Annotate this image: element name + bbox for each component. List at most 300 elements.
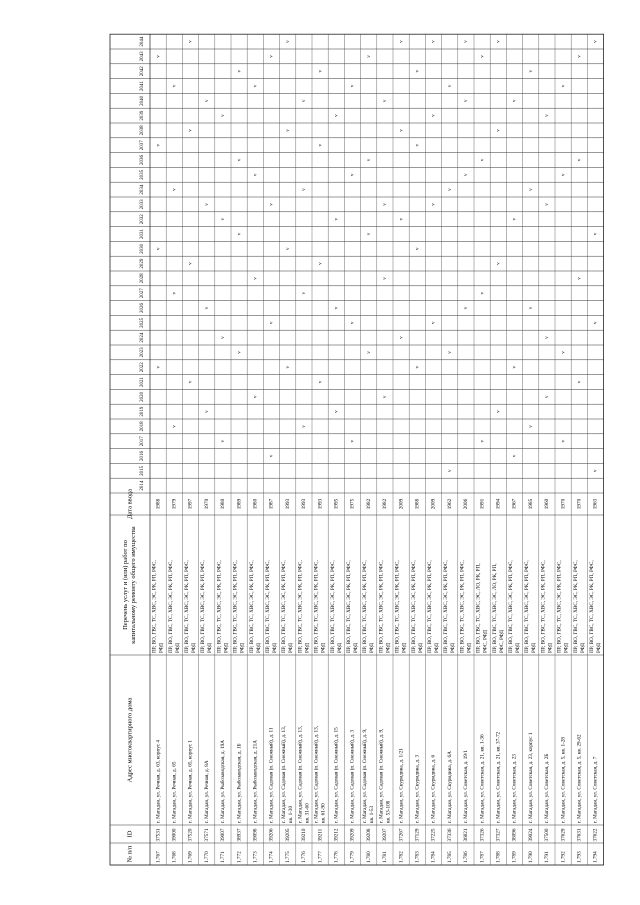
capital-repair-schedule-table	[110, 34, 604, 865]
header-year-2027: 2027	[140, 288, 146, 299]
row-year-built: 1993	[284, 498, 291, 510]
schedule-mark: v	[398, 129, 405, 132]
row-id: 39205	[284, 828, 291, 842]
schedule-mark: v	[446, 188, 453, 191]
row-number: 1.779	[349, 851, 356, 863]
row-year-built: 1963	[592, 498, 599, 510]
schedule-mark: v	[511, 99, 518, 103]
header-year: Дата ввода	[126, 489, 134, 519]
row-address: г. Магадан, ул. Советская, д. 21, кв. 37-72	[495, 731, 502, 823]
row-number: 1.775	[284, 851, 291, 863]
schedule-mark: v	[527, 306, 534, 310]
table-row	[411, 34, 425, 865]
schedule-mark: v	[414, 69, 421, 73]
row-year-built: 1982	[365, 498, 372, 510]
row-services: ПР, ВО, ГВС, ТС, ХВС, ЭС, РК, РП, РФС,РФД	[248, 560, 262, 653]
row-number: 1.768	[171, 851, 178, 863]
row-services: ПР, ВО, ГВС, ТС, ХВС, ЭС, РК, РП, РФС,РФД	[362, 560, 376, 653]
row-number: 1.772	[236, 851, 243, 863]
row-address: г. Магадан, ул. Речная, д. 8А	[203, 760, 210, 823]
row-services: ПР, ВО, ГВС, ТС, ХВС, ЭС, РК, РП, РФС,РФД	[427, 560, 441, 653]
schedule-mark: v	[446, 351, 453, 354]
row-number: 1.774	[268, 851, 275, 863]
schedule-mark: v	[365, 351, 372, 354]
row-services: ПР, ВО, ГВС, ТС, ХВС, ЭС, РК, РП, РФС,РФД	[410, 560, 424, 653]
row-year-built: 1970	[203, 498, 210, 510]
header-year-2014: 2014	[140, 480, 146, 491]
row-id: 37267	[398, 828, 405, 842]
row-id: 37327	[495, 828, 502, 842]
row-address: г. Магадан, ул. Скуридина, д. 1/21	[398, 748, 405, 823]
header-year-2019: 2019	[140, 406, 146, 417]
row-address: г. Магадан, ул. Речная, д. 65, корпус 1	[187, 739, 194, 823]
header-year-2041: 2041	[140, 81, 146, 91]
table-row	[460, 34, 474, 865]
table-row	[589, 34, 603, 865]
schedule-mark: v	[236, 351, 243, 354]
table-row	[168, 34, 182, 865]
schedule-mark: v	[365, 158, 372, 162]
row-id: 39000	[171, 828, 178, 842]
schedule-mark: v	[365, 55, 372, 58]
row-number: 1.791	[544, 851, 551, 863]
row-year-built: 1988	[414, 498, 421, 510]
schedule-mark: v	[576, 55, 583, 58]
table-row	[297, 34, 312, 865]
schedule-mark: v	[252, 173, 259, 177]
row-number: 1.786	[463, 851, 470, 863]
row-address: г. Магадан, ул. Садовая (п. Снежный), д. 11	[268, 727, 275, 823]
schedule-mark: v	[220, 217, 227, 221]
row-id: 37500	[544, 828, 551, 842]
schedule-mark: v	[317, 69, 324, 73]
row-number: 1.790	[527, 851, 534, 863]
schedule-mark: v	[155, 55, 162, 58]
header-year-2031: 2031	[140, 229, 146, 239]
header-year-2015: 2015	[140, 465, 146, 476]
row-id: 39007	[220, 828, 227, 842]
schedule-mark: v	[382, 395, 389, 399]
schedule-mark: v	[252, 84, 259, 88]
schedule-mark: v	[187, 380, 194, 384]
schedule-mark: v	[382, 99, 389, 103]
row-year-built: 2009	[398, 498, 405, 510]
header-year-2017: 2017	[140, 436, 146, 447]
schedule-mark: v	[171, 188, 178, 191]
table-row	[152, 34, 166, 865]
row-number: 1.781	[382, 851, 389, 863]
row-id: 39211	[317, 828, 324, 842]
table-row	[361, 34, 376, 865]
schedule-mark: v	[365, 232, 372, 236]
table-row	[233, 34, 247, 865]
header-year-2028: 2028	[140, 273, 146, 284]
schedule-mark: v	[592, 321, 599, 325]
header-year-2023: 2023	[140, 347, 146, 358]
row-number: 1.769	[187, 851, 194, 863]
row-address: г. Магадан, ул. Советская, д. 2Б	[544, 753, 551, 823]
row-year-built: 1980	[220, 498, 227, 510]
row-address: г. Магадан, ул. Рыбозаводская, д. 19А	[220, 740, 227, 823]
schedule-mark: v	[414, 143, 421, 147]
row-year-built: 1970	[560, 498, 567, 510]
schedule-mark: v	[414, 365, 421, 369]
schedule-mark: v	[463, 99, 470, 103]
row-services: ПР, ВО, ГВС, ТС, ХВС, ЭС, РК, РП, РФС,РФД	[151, 560, 165, 653]
schedule-mark: v	[544, 395, 551, 399]
row-year-built: 1988	[155, 498, 162, 510]
header-id: ID	[126, 830, 134, 838]
row-year-built: 1993	[317, 498, 324, 510]
row-number: 1.778	[333, 851, 340, 863]
schedule-mark: v	[398, 40, 405, 43]
schedule-mark: v	[527, 69, 534, 73]
schedule-mark: v	[317, 380, 324, 384]
table-row	[443, 34, 457, 865]
header-year-2043: 2043	[140, 51, 146, 62]
schedule-mark: v	[446, 469, 453, 473]
table-row	[573, 34, 587, 865]
row-number: 1.780	[365, 851, 372, 863]
row-address: г. Магадан, ул. Скуридина, д. 6	[430, 754, 437, 823]
row-address: г. Магадан, ул. Скуридина, д. 3	[414, 754, 421, 823]
header-year-2032: 2032	[140, 214, 146, 225]
row-id: 39098	[252, 828, 259, 842]
row-id: 37225	[430, 828, 437, 842]
schedule-mark: v	[284, 40, 291, 43]
row-id: 39208	[365, 828, 372, 842]
schedule-mark: v	[495, 40, 502, 43]
row-services: ПР, ВО, ГВС, ТС, ХВС, ЭС, РК, РП, РФС,РФД	[572, 560, 586, 653]
row-services: ПР, ВО, ГВС, ТС, ХВС, ЭС, ЛО, РК, РП,РФС, РФД	[491, 563, 505, 653]
schedule-mark: v	[463, 40, 470, 43]
row-services: ПР, ВО, ГВС, ТС, ХВС, ЭС, ЛО, РК, РП,РФС, РФД	[475, 563, 489, 653]
schedule-mark: v	[301, 291, 308, 295]
schedule-mark: v	[430, 321, 437, 325]
header-year-2025: 2025	[140, 317, 146, 328]
row-address: г. Магадан, ул. Речная, д. 65	[171, 761, 178, 823]
header-year-2042: 2042	[140, 66, 146, 77]
row-year-built: 1979	[171, 498, 178, 510]
table-row	[508, 34, 522, 865]
schedule-mark: v	[511, 217, 518, 221]
header-year-2024: 2024	[140, 332, 146, 343]
schedule-mark: v	[398, 217, 405, 221]
schedule-mark: v	[382, 203, 389, 206]
header-year-2026: 2026	[140, 303, 146, 313]
row-id: 36821	[463, 828, 470, 842]
schedule-mark: v	[220, 114, 227, 117]
header-year-2029: 2029	[140, 258, 146, 269]
schedule-mark: v	[349, 173, 356, 177]
row-address: г. Магадан, ул. Скуридина, д. 6А	[446, 751, 453, 823]
row-number: 1.776	[301, 851, 308, 863]
row-services: ПР, ВО, ГВС, ТС, ХВС, ЭС, РК, РП, РФС,РФД	[378, 560, 392, 653]
row-number: 1.788	[495, 851, 502, 863]
schedule-mark: v	[430, 40, 437, 43]
row-id: 37336	[446, 828, 453, 842]
row-id: 37629	[560, 828, 567, 842]
row-id: 37326	[479, 828, 486, 842]
table-row	[346, 34, 360, 865]
row-services: ПР, ВО, ГВС, ТС, ХВС, ЭС, РК, РП, РФС,РФД	[216, 560, 230, 653]
row-services: ПР, ВО, ГВС, ТС, ХВС, ЭС, РК, РП, РФС,РФД	[589, 560, 603, 653]
row-year-built: 1970	[576, 498, 583, 510]
row-year-built: 1993	[301, 498, 308, 510]
header-services: Перечень услуг и (или) работ покапитальному ремонту общего имущества	[122, 526, 138, 644]
schedule-mark: v	[220, 336, 227, 339]
schedule-mark: v	[495, 410, 502, 413]
schedule-mark: v	[284, 129, 291, 132]
row-number: 1.770	[203, 851, 210, 863]
table-row	[217, 34, 231, 865]
row-year-built: 1997	[187, 498, 194, 510]
schedule-mark: v	[155, 247, 162, 251]
row-services: ПР, ВО, ГВС, ТС, ХВС, ЭС, РК, РП, РФС,РФД	[508, 560, 522, 653]
schedule-mark: v	[301, 425, 308, 428]
row-id: 38096	[511, 828, 518, 842]
schedule-mark: v	[544, 336, 551, 339]
row-services: ПР, ВО, ГВС, ТС, ХВС, ЭС, РК, РП, РФС,РФД	[346, 560, 360, 653]
schedule-mark: v	[203, 99, 210, 103]
row-id: 37520	[187, 828, 194, 842]
schedule-mark: v	[414, 247, 421, 251]
schedule-mark: v	[592, 40, 599, 43]
row-number: 1.794	[592, 851, 599, 863]
header-year-2036: 2036	[140, 155, 146, 165]
schedule-mark: v	[495, 129, 502, 132]
row-services: ПР, ВО, ГВС, ТС, ХВС, ЭС, РК, РП, РФС,РФД	[297, 560, 311, 653]
row-address: г. Магадан, ул. Речная, д. 63, корпус 4	[155, 739, 162, 823]
schedule-mark: v	[333, 410, 340, 413]
row-address: г. Магадан, ул. Садовая (п. Снежный), д. 13,кв. 1-30	[281, 726, 295, 823]
row-address: г. Магадан, ул. Советская, д. 19/1	[463, 750, 470, 823]
schedule-mark: v	[479, 291, 486, 295]
header-year-2020: 2020	[140, 391, 146, 402]
row-services: ПР, ВО, ГВС, ТС, ХВС, ЭС, РК, РП, РФС,РФД	[524, 560, 538, 653]
row-services: ПР, ВО, ГВС, ТС, ХВС, ЭС, РК, РП, РФС,РФД	[184, 560, 198, 653]
row-id: 37631	[576, 828, 583, 842]
row-services: ПР, ВО, ГВС, ТС, ХВС, ЭС, РК, РП, РФС,РФД	[167, 560, 181, 653]
schedule-mark: v	[268, 203, 275, 206]
schedule-mark: v	[527, 425, 534, 428]
schedule-mark: v	[576, 380, 583, 384]
schedule-mark: v	[268, 55, 275, 58]
schedule-mark: v	[317, 262, 324, 265]
schedule-mark: v	[560, 351, 567, 354]
table-row	[492, 34, 506, 865]
schedule-mark: v	[252, 277, 259, 280]
row-address: г. Магадан, ул. Советская, д. 5, кв. 29-62	[576, 734, 583, 823]
row-year-built: 1991	[479, 498, 486, 510]
header-year-2044: 2044	[140, 36, 146, 47]
header-year-2021: 2021	[140, 377, 146, 387]
header-year-2040: 2040	[140, 95, 146, 106]
schedule-mark: v	[479, 158, 486, 162]
row-id: 37622	[592, 828, 599, 842]
table-row	[265, 34, 279, 865]
table-row	[524, 34, 538, 865]
row-number: 1.771	[220, 851, 227, 863]
table-row	[280, 34, 295, 865]
row-id: 39209	[349, 828, 356, 842]
row-number: 1.777	[317, 851, 324, 863]
table-row	[330, 34, 344, 865]
row-services: ПР, ВО, ГВС, ТС, ХВС, ЭС, РК, РП, РФС,РФД	[200, 560, 214, 653]
row-id: 37129	[414, 828, 421, 842]
schedule-mark: v	[268, 321, 275, 325]
schedule-mark: v	[560, 84, 567, 88]
row-services: ПР, ВО, ГВС, ТС, ХВС, ЭС, РК, РП, РФС,РФД	[556, 560, 570, 653]
schedule-mark: v	[317, 143, 324, 147]
row-services: ПР, ВО, ГВС, ТС, ХВС, ЭС, РК, РП, РФС,РФД	[232, 560, 246, 653]
schedule-mark: v	[187, 262, 194, 265]
schedule-mark: v	[171, 84, 178, 88]
table-row	[541, 34, 555, 865]
row-address: г. Магадан, ул. Советская, д. 7	[592, 756, 599, 823]
schedule-mark: v	[284, 365, 291, 369]
schedule-mark: v	[479, 439, 486, 443]
schedule-mark: v	[171, 425, 178, 428]
row-number: 1.785	[446, 851, 453, 863]
row-year-built: 1994	[495, 498, 502, 510]
header-year-2035: 2035	[140, 169, 146, 180]
row-services: ПР, ВО, ГВС, ТС, ХВС, ЭС, РК, РП, РФС,РФД	[394, 560, 408, 653]
table-row	[427, 34, 441, 865]
table-row	[313, 34, 328, 865]
row-address: г. Магадан, ул. Советская, д. 23, корпус 1	[527, 732, 534, 823]
row-year-built: 1985	[527, 498, 534, 510]
schedule-mark: v	[268, 454, 275, 458]
header-num: № п/п	[126, 845, 134, 863]
schedule-mark: v	[236, 158, 243, 162]
header-year-2038: 2038	[140, 125, 146, 136]
schedule-mark: v	[398, 336, 405, 339]
row-year-built: 1960	[544, 498, 551, 510]
schedule-mark: v	[203, 306, 210, 310]
row-number: 1.773	[252, 851, 259, 863]
row-number: 1.787	[479, 851, 486, 863]
header-year-2022: 2022	[140, 362, 146, 373]
row-year-built: 1989	[236, 498, 243, 510]
table-row	[476, 34, 490, 865]
row-id: 37571	[203, 828, 210, 842]
row-id: 39210	[301, 828, 308, 842]
row-address: г. Магадан, ул. Садовая (п. Снежный), д. 3	[349, 729, 356, 823]
row-year-built: 1980	[252, 498, 259, 510]
row-number: 1.783	[414, 851, 421, 863]
row-id: 39212	[333, 828, 340, 842]
header-year-2039: 2039	[140, 110, 146, 121]
row-id: 38937	[236, 828, 243, 842]
schedule-mark: v	[333, 217, 340, 221]
schedule-mark: v	[479, 55, 486, 58]
table-row	[184, 34, 198, 865]
row-address: г. Магадан, ул. Садовая (п. Снежный), д. 13,кв. 61-90	[313, 726, 327, 823]
row-year-built: 1987	[268, 498, 275, 510]
schedule-mark: v	[560, 173, 567, 177]
schedule-mark: v	[203, 203, 210, 206]
schedule-mark: v	[155, 365, 162, 369]
row-number: 1.767	[155, 851, 162, 863]
header-year-2018: 2018	[140, 421, 146, 432]
schedule-mark: v	[511, 365, 518, 369]
row-number: 1.784	[430, 851, 437, 863]
row-year-built: 1967	[511, 498, 518, 510]
row-address: г. Магадан, ул. Рыбозаводская, д. 1Б	[236, 743, 243, 823]
header-address: Адрес многоквартирного дома	[126, 697, 134, 783]
row-services: ПР, ВО, ГВС, ТС, ХВС, ЭС, РК, РП, РФС,РФД	[459, 560, 473, 653]
schedule-mark: v	[576, 277, 583, 280]
row-id: 39024	[527, 828, 534, 842]
schedule-mark: v	[544, 114, 551, 117]
table-row	[557, 34, 571, 865]
schedule-mark: v	[236, 232, 243, 236]
header-year-2016: 2016	[140, 451, 146, 461]
schedule-mark: v	[560, 439, 567, 443]
schedule-mark: v	[463, 173, 470, 177]
row-year-built: 2006	[463, 498, 470, 510]
schedule-mark: v	[446, 84, 453, 88]
schedule-mark: v	[333, 306, 340, 310]
schedule-mark: v	[203, 410, 210, 413]
row-number: 1.789	[511, 851, 518, 863]
schedule-mark: v	[511, 454, 518, 458]
table-row	[395, 34, 409, 865]
row-address: г. Магадан, ул. Советская, д. 23	[511, 754, 518, 823]
schedule-mark: v	[220, 439, 227, 443]
row-year-built: 2009	[430, 498, 437, 510]
schedule-mark: v	[349, 439, 356, 443]
row-year-built: 1962	[446, 498, 453, 510]
row-services: ПР, ВО, ГВС, ТС, ХВС, ЭС, РК, РП, РФС,РФД	[540, 560, 554, 653]
row-services: ПР, ВО, ГВС, ТС, ХВС, ЭС, РК, РП, РФС,РФД	[329, 560, 343, 653]
row-address: г. Магадан, ул. Садовая (п. Снежный), д. 9,кв. 53-108	[378, 728, 392, 823]
row-number: 1.782	[398, 851, 405, 863]
schedule-mark: v	[463, 306, 470, 310]
row-number: 1.792	[560, 851, 567, 863]
row-address: г. Магадан, ул. Советская, д. 21, кв. 1-36	[479, 734, 486, 823]
schedule-mark: v	[236, 69, 243, 73]
schedule-mark: v	[301, 99, 308, 103]
schedule-mark: v	[592, 232, 599, 236]
schedule-mark: v	[187, 129, 194, 132]
schedule-mark: v	[544, 203, 551, 206]
row-services: ПР, ВО, ГВС, ТС, ХВС, ЭС, РК, РП, РФС,РФД	[313, 560, 327, 653]
schedule-mark: v	[301, 188, 308, 191]
row-services: ПР, ВО, ГВС, ТС, ХВС, ЭС, РК, РП, РФС,РФД	[281, 560, 295, 653]
schedule-mark: v	[382, 277, 389, 280]
schedule-mark: v	[333, 114, 340, 117]
row-id: 37531	[155, 828, 162, 842]
row-services: ПР, ВО, ГВС, ТС, ХВС, ЭС, РК, РП, РФС,РФД	[265, 560, 279, 653]
header-year-2034: 2034	[140, 184, 146, 195]
row-number: 1.793	[576, 851, 583, 863]
row-address: г. Магадан, ул. Садовая (п. Снежный), д. 15	[333, 727, 340, 823]
schedule-mark: v	[284, 247, 291, 251]
schedule-mark: v	[527, 188, 534, 191]
schedule-mark: v	[349, 321, 356, 325]
schedule-mark: v	[495, 262, 502, 265]
table-row	[378, 34, 393, 865]
header-year-2033: 2033	[140, 199, 146, 210]
schedule-mark: v	[155, 143, 162, 147]
schedule-mark: v	[430, 203, 437, 206]
row-services: ПР, ВО, ГВС, ТС, ХВС, ЭС, РК, РП, РФС,РФД	[443, 560, 457, 653]
schedule-mark: v	[592, 469, 599, 473]
row-id: 39207	[382, 828, 389, 842]
row-year-built: 1982	[382, 498, 389, 510]
